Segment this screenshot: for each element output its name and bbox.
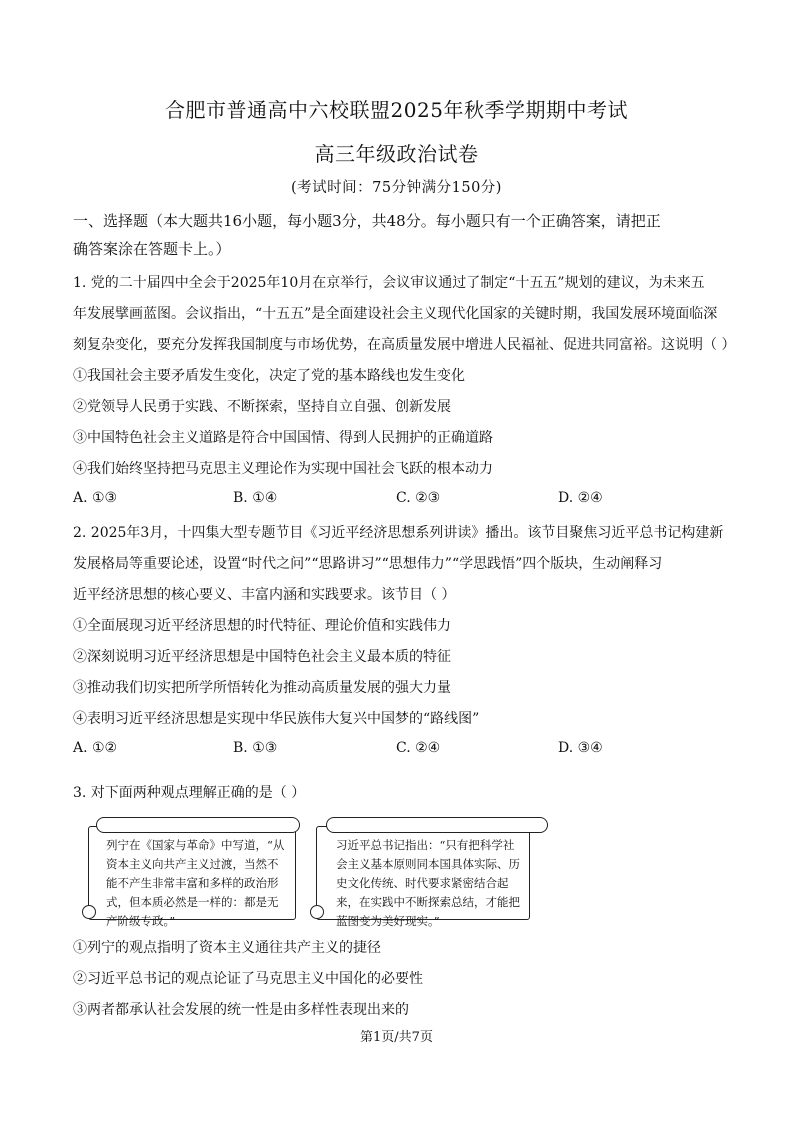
exam-subtitle: 高三年级政治试卷 (314, 142, 479, 166)
q2-option-b: B. ①③ (233, 740, 278, 756)
q1-option-b: B. ①④ (233, 490, 278, 506)
q2-option-a: A. ①② (73, 740, 118, 756)
page-number: 第1页/共7页 (360, 1030, 433, 1045)
exam-info: (考试时间：75分钟满分150分) (291, 180, 502, 196)
q1-stem-line3: 刻复杂变化，要充分发挥我国制度与市场优势，在高质量发展中增进人民福祉、促进共同富裕。这说明（ ） (73, 337, 736, 353)
q1-statement-3: ③中国特色社会主义道路是符合中国国情、得到人民拥护的正确道路 (73, 430, 493, 446)
section-heading-line1: 一、选择题（本大题共16小题，每小题3分，共48分。每小题只有一个正确答案，请把正 (73, 212, 661, 230)
q1-option-d: D. ②④ (558, 490, 603, 506)
left-scroll-top-roll (96, 817, 300, 833)
q2-statement-2: ②深刻说明习近平经济思想是中国特色社会主义最本质的特征 (73, 649, 451, 665)
q2-stem-line1: 2. 2025年3月，十四集大型专题节目《习近平经济思想系列讲读》播出。该节目聚焦习近平总书记构建新 (73, 525, 724, 541)
q2-statement-1: ①全面展现习近平经济思想的时代特征、理论价值和实践伟力 (73, 618, 451, 634)
q1-stem-line2: 年发展擘画蓝图。会议指出，“十五五”是全面建设社会主义现代化国家的关键时期，我国发展环境面临深 (73, 306, 718, 322)
q1-stem-line1: 1. 党的二十届四中全会于2025年10月在京举行，会议审议通过了制定“十五五”规划的建议，为未来五 (73, 275, 705, 291)
q1-statement-4: ④我们始终坚持把马克思主义理论作为实现中国社会飞跃的根本动力 (73, 461, 493, 477)
q2-statement-3: ③推动我们切实把所学所悟转化为推动高质量发展的强大力量 (73, 680, 451, 696)
left-quote-text: 列宁在《国家与革命》中写道，“从资本主义向共产主义过渡，当然不能不产生非常丰富和多样的政治形式，但本质必然是一样的：都是无产阶级专政。” (106, 838, 285, 928)
exam-title: 合肥市普通高中六校联盟2025年秋季学期期中考试 (165, 98, 628, 122)
q1-option-c: C. ②③ (396, 490, 441, 506)
q1-option-a: A. ①③ (73, 490, 118, 506)
left-scroll-curl (82, 905, 96, 919)
q3-statement-2: ②习近平总书记的观点论证了马克思主义中国化的必要性 (73, 971, 423, 987)
q2-option-d: D. ③④ (558, 740, 603, 756)
q3-stem: 3. 对下面两种观点理解正确的是（ ） (73, 785, 306, 801)
q2-statement-4: ④表明习近平经济思想是实现中华民族伟大复兴中国梦的“路线图” (73, 711, 480, 727)
right-quote-text: 习近平总书记指出：“只有把科学社会主义基本原则同本国具体实际、历史文化传统、时代要求紧密结合起来，在实践中不断探索总结，才能把蓝图变为美好现实。” (336, 838, 520, 928)
q3-statement-1: ①列宁的观点指明了资本主义通往共产主义的捷径 (73, 940, 381, 956)
section-heading-line2: 确答案涂在答题卡上。） (73, 240, 231, 258)
q1-statement-2: ②党领导人民勇于实践、不断探索，坚持自立自强、创新发展 (73, 399, 451, 415)
right-scroll-top-roll (326, 817, 548, 833)
q2-option-c: C. ②④ (396, 740, 441, 756)
right-scroll-curl (310, 905, 324, 919)
q2-stem-line2: 发展格局等重要论述，设置“时代之问”“思路讲习”“思想伟力”“学思践悟”四个版块，生动阐释习 (73, 556, 663, 572)
q3-statement-3: ③两者都承认社会发展的统一性是由多样性表现出来的 (73, 1002, 409, 1018)
q1-statement-1: ①我国社会主要矛盾发生变化，决定了党的基本路线也发生变化 (73, 368, 465, 384)
q2-stem-line3: 近平经济思想的核心要义、丰富内涵和实践要求。该节目（ ） (73, 587, 456, 603)
